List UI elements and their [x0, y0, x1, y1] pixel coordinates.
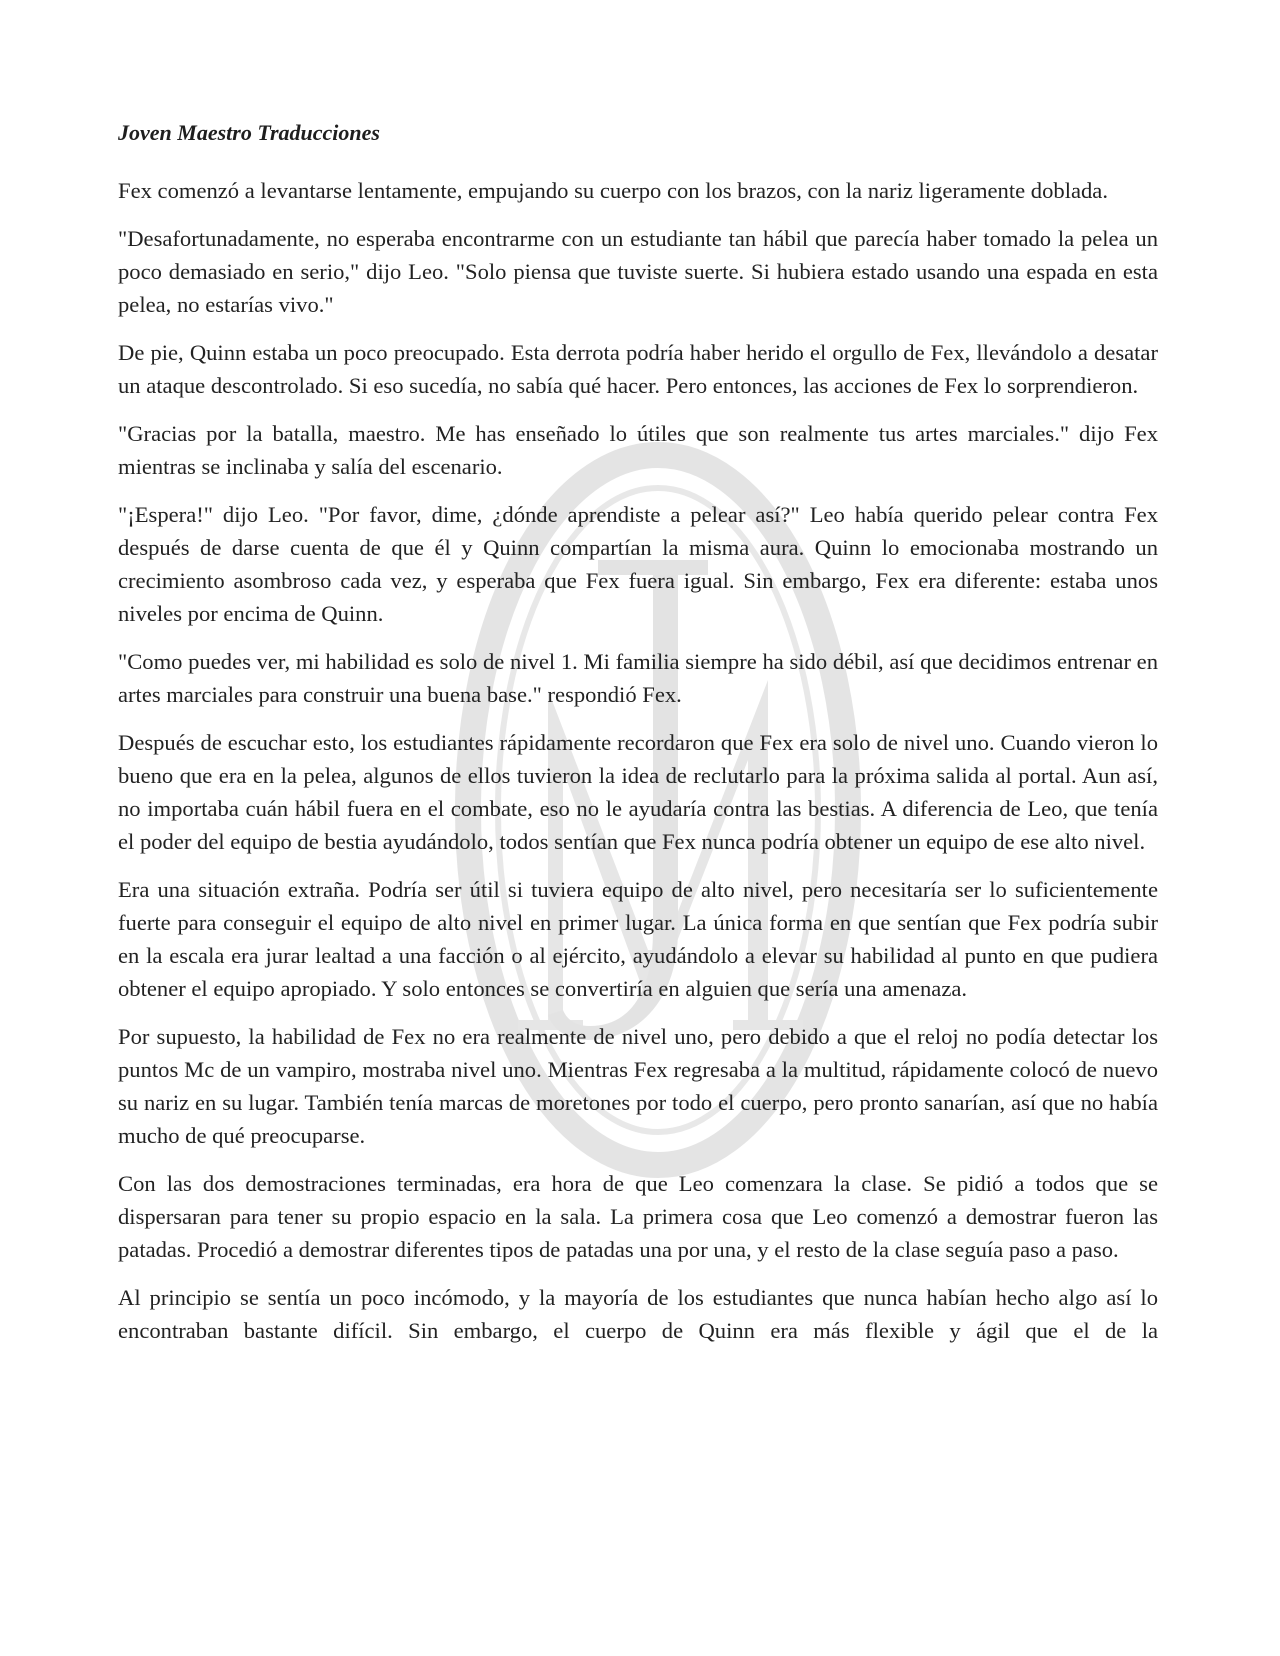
- paragraph-1: Fex comenzó a levantarse lentamente, empujando su cuerpo con los brazos, con la nariz ligeramente doblada.: [118, 178, 1108, 203]
- paragraph-7: Después de escuchar esto, los estudiantes rápidamente recordaron que Fex era solo de nivel uno. Cuando vieron lo bueno que era en la pelea, algunos de ellos tuvieron la idea de reclutarlo para la próxima salida al portal. Aun así, no importaba cuán hábil fuera en el combate, eso no le ayudaría contra las bestias. A diferencia de Leo, que tenía el poder del equipo de bestia ayudándolo, todos sentían que Fex nunca podría obtener un equipo de ese alto nivel.: [118, 730, 1158, 854]
- paragraph-5: "¡Espera!" dijo Leo. "Por favor, dime, ¿dónde aprendiste a pelear así?" Leo había querido pelear contra Fex después de darse cuenta de que él y Quinn compartían la misma aura. Quinn lo emocionaba mostrando un crecimiento asombroso cada vez, y esperaba que Fex fuera igual. Sin embargo, Fex era diferente: estaba unos niveles por encima de Quinn.: [118, 502, 1158, 626]
- paragraph-3: De pie, Quinn estaba un poco preocupado. Esta derrota podría haber herido el orgullo de Fex, llevándolo a desatar un ataque descontrolado. Si eso sucedía, no sabía qué hacer. Pero entonces, las acciones de Fex lo sorprendieron.: [118, 340, 1158, 398]
- paragraph-6: "Como puedes ver, mi habilidad es solo de nivel 1. Mi familia siempre ha sido débil, así que decidimos entrenar en artes marciales para construir una buena base." respondió Fex.: [118, 649, 1158, 707]
- paragraph-2: "Desafortunadamente, no esperaba encontrarme con un estudiante tan hábil que parecía haber tomado la pelea un poco demasiado en serio," dijo Leo. "Solo piensa que tuviste suerte. Si hubiera estado usando una espada en esta pelea, no estarías vivo.": [118, 226, 1158, 317]
- paragraph-11: Al principio se sentía un poco incómodo, y la mayoría de los estudiantes que nunca habían hecho algo así lo encontraban bastante difícil. Sin embargo, el cuerpo de Quinn era más flexible y ágil que el de la: [118, 1285, 1158, 1343]
- paragraph-4: "Gracias por la batalla, maestro. Me has enseñado lo útiles que son realmente tus artes marciales." dijo Fex mientras se inclinaba y salía del escenario.: [118, 421, 1158, 479]
- paragraph-9: Por supuesto, la habilidad de Fex no era realmente de nivel uno, pero debido a que el reloj no podía detectar los puntos Mc de un vampiro, mostraba nivel uno. Mientras Fex regresaba a la multitud, rápidamente colocó de nuevo su nariz en su lugar. También tenía marcas de moretones por todo el cuerpo, pero pronto sanarían, así que no había mucho de qué preocuparse.: [118, 1024, 1158, 1148]
- paragraph-10: Con las dos demostraciones terminadas, era hora de que Leo comenzara la clase. Se pidió a todos que se dispersaran para tener su propio espacio en la sala. La primera cosa que Leo comenzó a demostrar fueron las patadas. Procedió a demostrar diferentes tipos de patadas una por una, y el resto de la clase seguía paso a paso.: [118, 1171, 1158, 1262]
- paragraph-8: Era una situación extraña. Podría ser útil si tuviera equipo de alto nivel, pero necesitaría ser lo suficientemente fuerte para conseguir el equipo de alto nivel en primer lugar. La única forma en que sentían que Fex podría subir en la escala era jurar lealtad a una facción o al ejército, ayudándolo a elevar su habilidad al punto en que pudiera obtener el equipo apropiado. Y solo entonces se convertiría en alguien que sería una amenaza.: [118, 877, 1158, 1001]
- translator-header: Joven Maestro Traducciones: [118, 120, 380, 145]
- document-content: [118, 118, 1158, 1362]
